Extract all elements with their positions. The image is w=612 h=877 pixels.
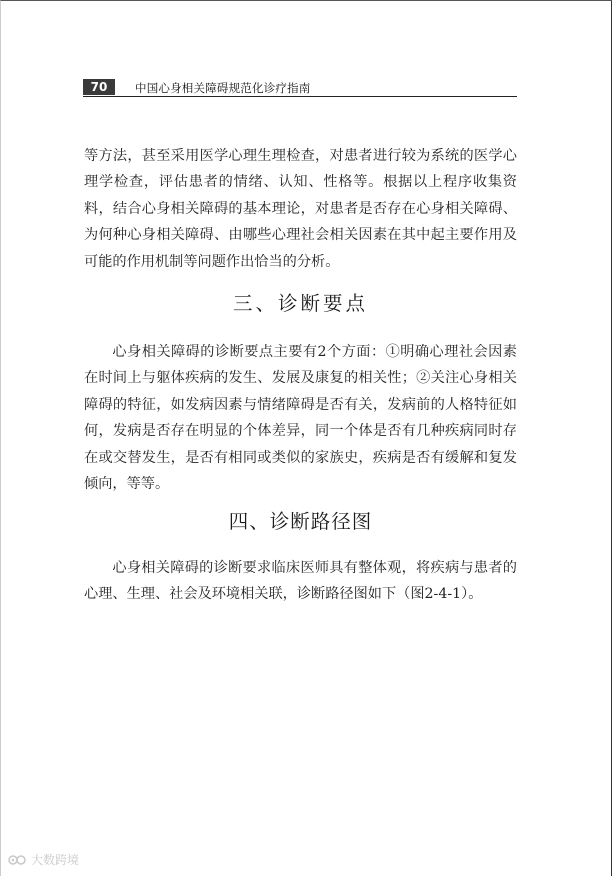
running-title: 中国心身相关障碍规范化诊疗指南 — [135, 81, 311, 95]
body-paragraph-2: 心身相关障碍的诊断要点主要有2个方面：①明确心理社会因素在时间上与躯体疾病的发生、发展及康复的相关性；②关注心身相关障碍的特征，如发病因素与情绪障碍是否有关，发病前的人格特征如何，发病是否存在明显的个体差异，同一个体是否有几种疾病同时存在或交替发生，是否有相同或类似的家族史，疾病是否有缓解和复发倾向，等等。 — [84, 344, 517, 493]
body-paragraph-1: 等方法，甚至采用医学心理生理检查，对患者进行较为系统的医学心理学检查，评估患者的情绪、认知、性格等。根据以上程序收集资料，结合心身相关障碍的基本理论，对患者是否存在心身相关障碍、为何种心身相关障碍、由哪些心理社会相关因素在其中起主要作用及可能的作用机制等问题作出恰当的分析。 — [84, 148, 517, 270]
section-heading-diagnosis-pathway: 四、诊断路径图 — [228, 510, 373, 533]
watermark — [8, 853, 79, 867]
section-heading-diagnosis-points: 三、诊断要点 — [232, 292, 368, 315]
running-header — [83, 78, 517, 97]
page-number: 70 — [83, 79, 115, 95]
logo-mark-icon — [8, 853, 28, 867]
watermark-text: 大数跨境 — [31, 853, 80, 867]
body-paragraph-3: 心身相关障碍的诊断要求临床医师具有整体观，将疾病与患者的心理、生理、社会及环境相关联，诊断路径图如下（图2-4-1）。 — [84, 560, 517, 603]
